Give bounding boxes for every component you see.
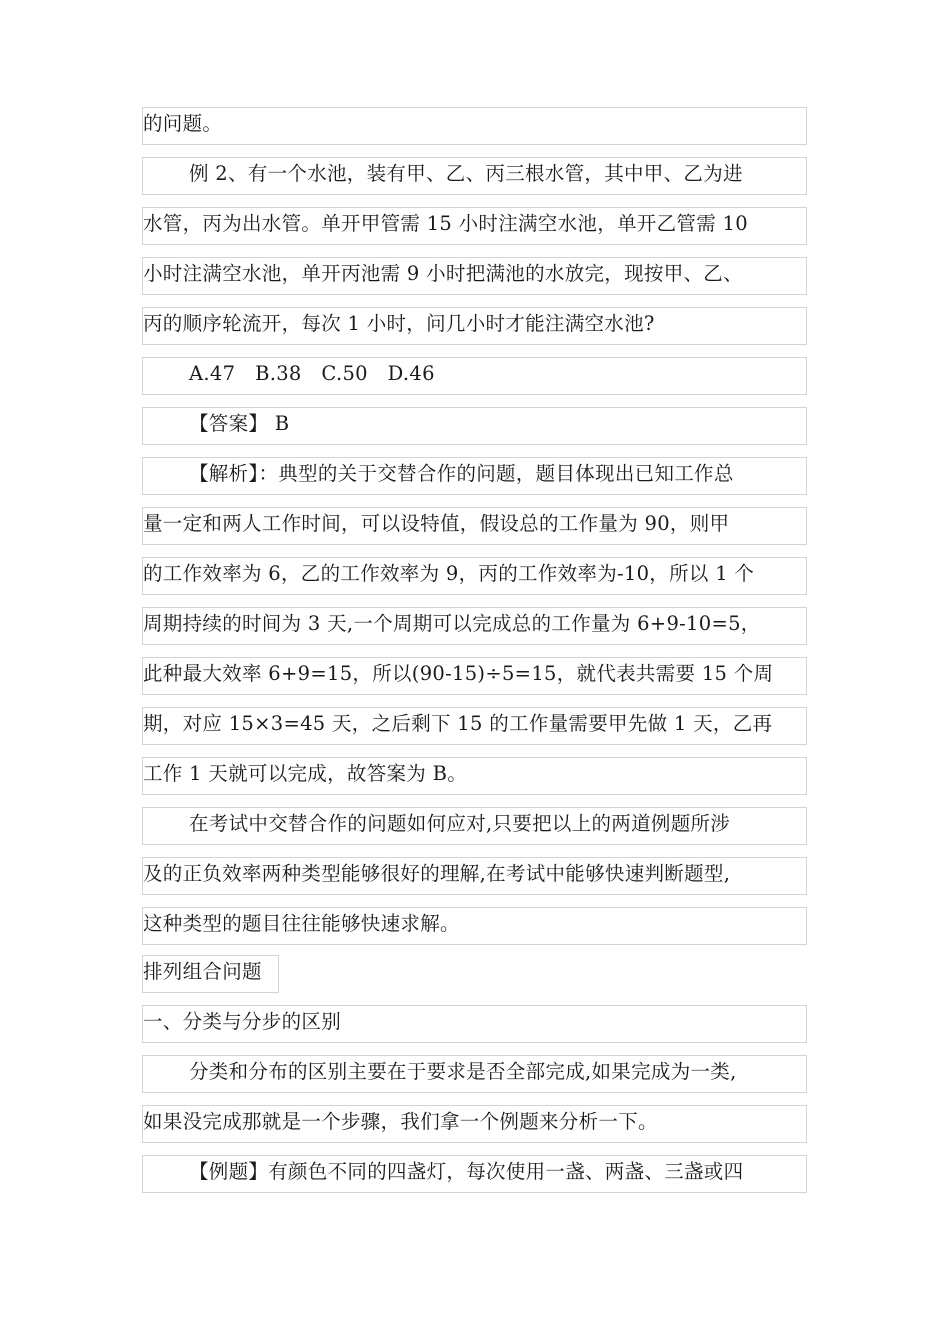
line-text: 的工作效率为 6，乙的工作效率为 9，丙的工作效率为-10，所以 1 个 (143, 562, 755, 585)
line-text: 周期持续的时间为 3 天,一个周期可以完成总的工作量为 6+9-10=5， (143, 612, 761, 635)
text-line (142, 207, 807, 245)
text-line (142, 107, 807, 145)
line-text: 小时注满空水池，单开丙池需 9 小时把满池的水放完，现按甲、乙、 (143, 262, 743, 285)
text-line (142, 307, 807, 345)
line-text: 工作 1 天就可以完成，故答案为 B。 (143, 762, 468, 785)
line-text: 【解析】：典型的关于交替合作的问题，题目体现出已知工作总 (189, 462, 734, 485)
line-text: 例 2、有一个水池，装有甲、乙、丙三根水管，其中甲、乙为进 (189, 162, 743, 185)
text-line (142, 1105, 807, 1143)
text-line (142, 557, 807, 595)
line-text: 如果没完成那就是一个步骤，我们拿一个例题来分析一下。 (143, 1110, 658, 1133)
line-text: 【答案】 B (189, 412, 290, 435)
text-line (142, 257, 807, 295)
line-text: 分类和分布的区别主要在于要求是否全部完成,如果完成为一类, (189, 1060, 737, 1083)
line-text: 此种最大效率 6+9=15，所以(90-15)÷5=15，就代表共需要 15 个周 (143, 662, 774, 685)
line-text: 的问题。 (143, 112, 223, 135)
line-text: A.47 B.38 C.50 D.46 (189, 362, 435, 385)
text-line (142, 1155, 807, 1193)
text-line (142, 607, 807, 645)
text-line (142, 757, 807, 795)
text-line (142, 407, 807, 445)
line-text: 期，对应 15×3=45 天，之后剩下 15 的工作量需要甲先做 1 天，乙再 (143, 712, 773, 735)
text-line (142, 857, 807, 895)
heading-text: 一、分类与分步的区别 (143, 1010, 342, 1033)
text-line (142, 907, 807, 945)
line-text: 这种类型的题目往往能够快速求解。 (143, 912, 460, 935)
line-text: 水管，丙为出水管。单开甲管需 15 小时注满空水池，单开乙管需 10 (143, 212, 748, 235)
text-line (142, 1055, 807, 1093)
text-line (142, 707, 807, 745)
heading-text: 排列组合问题 (143, 960, 262, 983)
line-text: 在考试中交替合作的问题如何应对,只要把以上的两道例题所涉 (189, 812, 731, 835)
text-line (142, 457, 807, 495)
line-text: 量一定和两人工作时间，可以设特值，假设总的工作量为 90，则甲 (143, 512, 730, 535)
line-text: 丙的顺序轮流开，每次 1 小时，问几小时才能注满空水池? (143, 312, 655, 335)
line-text: 【例题】有颜色不同的四盏灯，每次使用一盏、两盏、三盏或四 (189, 1160, 744, 1183)
text-line (142, 657, 807, 695)
text-line (142, 357, 807, 395)
subsection-heading (142, 1005, 807, 1043)
text-line (142, 807, 807, 845)
section-heading (142, 955, 279, 993)
line-text: 及的正负效率两种类型能够很好的理解,在考试中能够快速判断题型, (143, 862, 731, 885)
text-line (142, 157, 807, 195)
text-line (142, 507, 807, 545)
